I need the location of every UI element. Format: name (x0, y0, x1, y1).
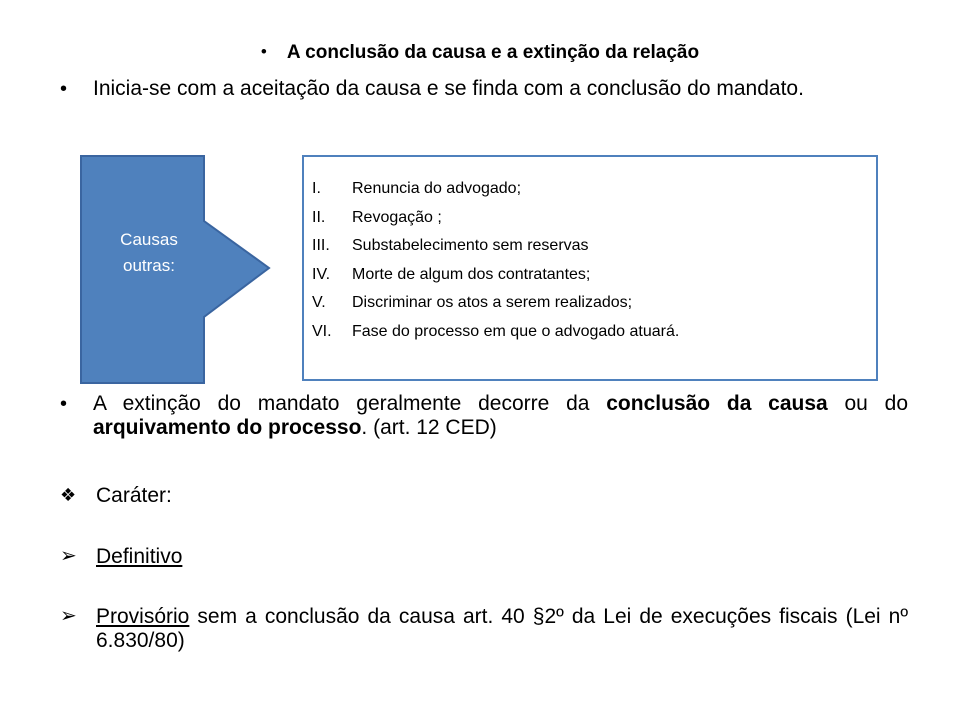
list-item (312, 204, 876, 233)
paragraph-inicia-text: Inicia-se com a aceitação da causa e se finda com a conclusão do mandato. (93, 77, 804, 100)
provisorio-underlined: Provisório (96, 605, 190, 628)
list-item (312, 261, 876, 290)
bullet-dot-icon: • (60, 78, 68, 100)
paragraph-extincao-text (93, 392, 908, 439)
list-item-number: VI. (312, 322, 332, 340)
list-item (312, 232, 876, 261)
list-item (312, 289, 876, 318)
list-item-number: I. (312, 180, 321, 197)
causes-box (302, 155, 878, 381)
list-item-text: Fase do processo em que o advogado atuará. (352, 322, 680, 340)
list-item-text: Substabelecimento sem reservas (352, 237, 589, 255)
arrow-label-line1: Causas (120, 230, 178, 249)
carater-row (60, 484, 172, 508)
text-segment: A extinção do mandato geralmente decorre da (93, 392, 607, 415)
bold-arquivamento: arquivamento do processo (93, 415, 362, 439)
slide-title-row (0, 42, 960, 63)
definitivo-underlined: Definitivo (96, 545, 183, 568)
text-segment: ou do (827, 392, 908, 415)
paragraph-extincao (60, 392, 908, 439)
list-item (312, 175, 876, 204)
list-item (312, 318, 876, 347)
definitivo-label (96, 545, 182, 569)
arrow-label-line2: outras: (123, 256, 175, 276)
slide-title: A conclusão da causa e a extinção da relação (286, 42, 700, 63)
list-item-number: II. (312, 208, 326, 226)
arrowhead-icon: ➢ (60, 545, 77, 567)
list-item-number: IV. (312, 265, 331, 283)
causas-arrow-shape (80, 155, 272, 385)
list-item-text: Revogação ; (352, 208, 442, 226)
arrowhead-icon: ➢ (60, 605, 77, 627)
arrow-label (94, 227, 204, 280)
list-item-text: Morte de algum dos contratantes; (352, 265, 591, 283)
carater-label: Caráter: (96, 484, 172, 507)
four-diamond-icon: ❖ (60, 485, 77, 505)
causes-list (304, 157, 876, 347)
list-item-number: III. (312, 237, 330, 255)
provisorio-row (60, 605, 908, 652)
list-item-text: Renuncia do advogado; (352, 180, 522, 197)
provisorio-text (96, 605, 908, 652)
bullet-dot-icon: • (60, 393, 68, 415)
text-segment: sem a conclusão da causa art. 40 §2º da Lei de execuções fiscais (Lei nº 6.830/80) (96, 605, 908, 652)
list-item-number: V. (312, 294, 326, 312)
bold-conclusao: conclusão da causa (606, 392, 828, 415)
list-item-text: Discriminar os atos a serem realizados; (352, 294, 633, 312)
paragraph-inicia (60, 77, 908, 101)
bullet-dot-icon: • (260, 42, 267, 61)
definitivo-row (60, 545, 182, 569)
text-segment: . (art. 12 CED) (361, 415, 497, 439)
